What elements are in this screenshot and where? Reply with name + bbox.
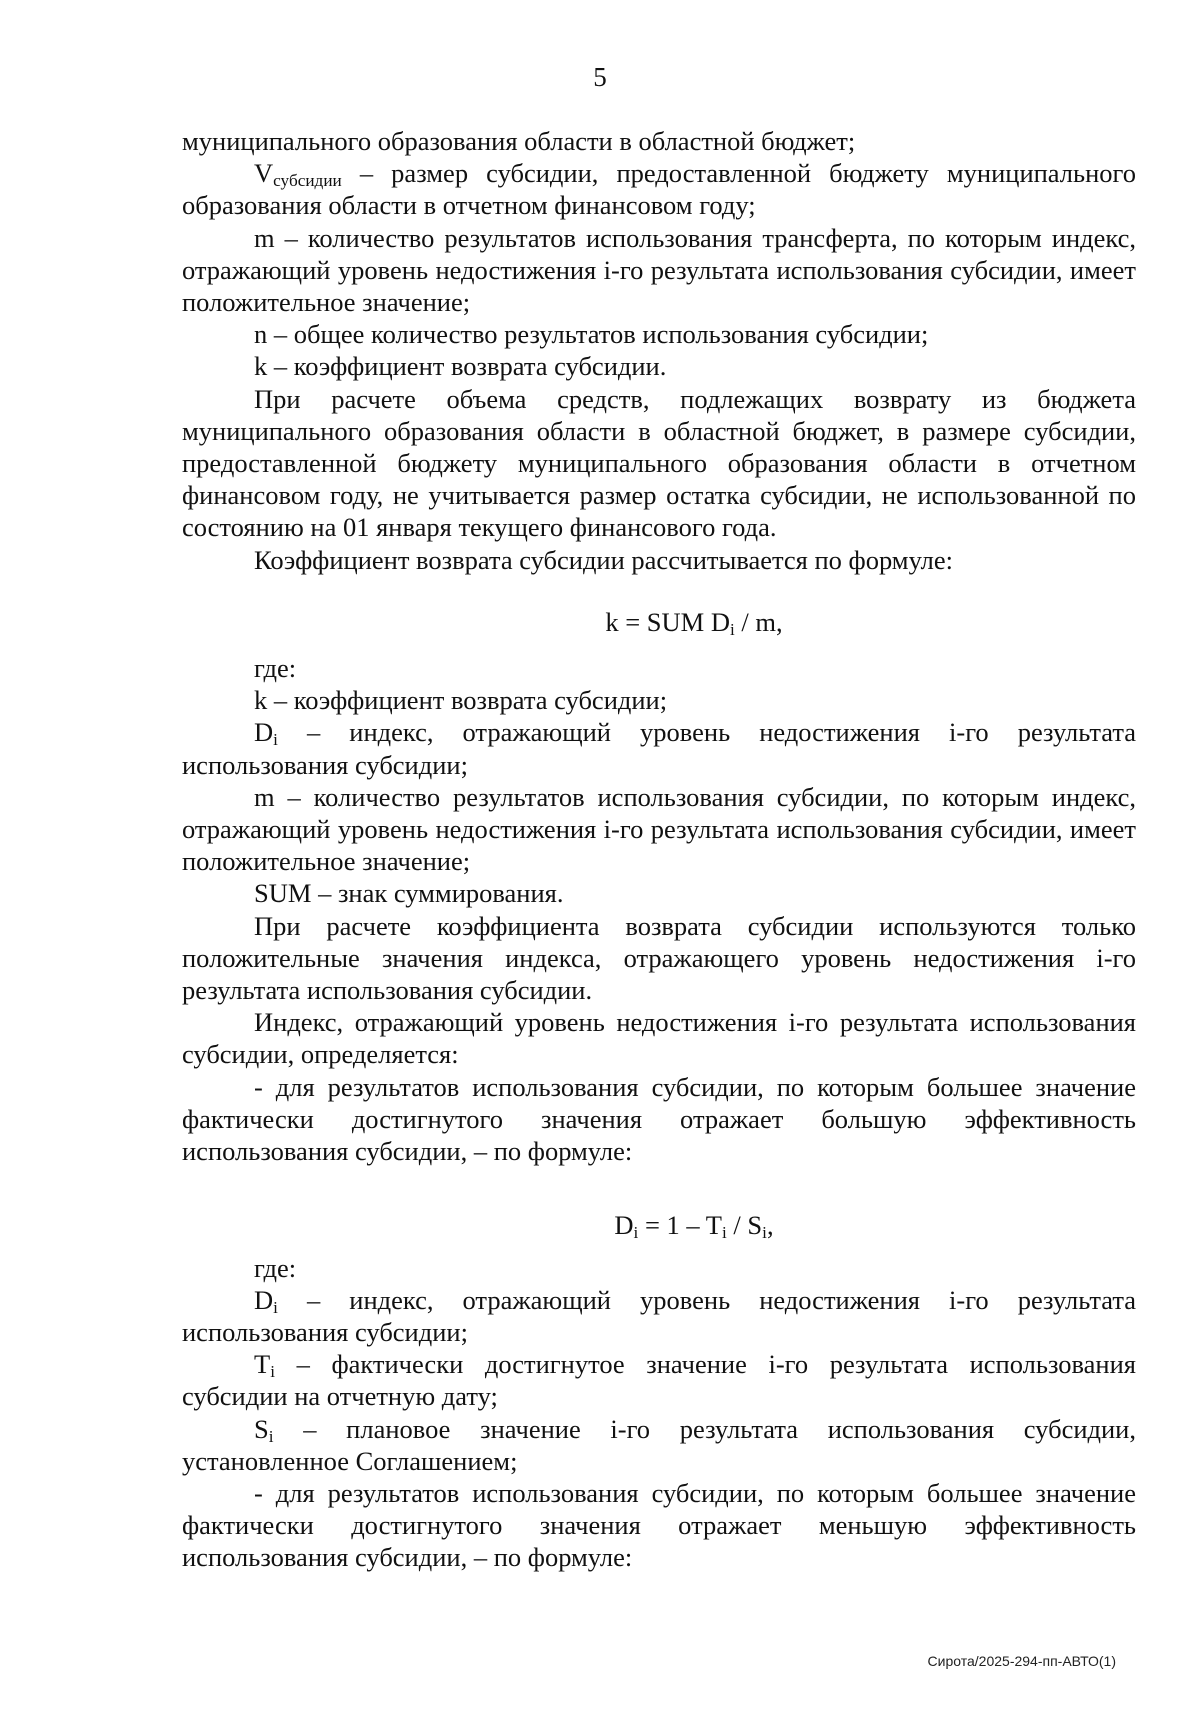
subscript: i xyxy=(268,1426,274,1446)
subscript: i xyxy=(273,1297,278,1317)
document-body xyxy=(182,125,1136,1574)
formula: $D_i = 1 - T_i / S_i$, xyxy=(614,1210,774,1243)
variable: D xyxy=(254,717,274,748)
paragraph: $T_i$ – фактически достигнутое значение i-го результата использования субсидии на отчетную дату; xyxy=(182,1349,1136,1412)
paragraph: SUM – знак суммирования. xyxy=(254,878,564,909)
formula: k = SUM $D_i$ / m, xyxy=(605,606,783,639)
variable: S xyxy=(254,1413,269,1444)
footer-doc-id: Сирота/2025-294-пп-АВТО(1) xyxy=(927,1653,1116,1669)
subscript: i xyxy=(273,730,278,750)
paragraph: Коэффициент возврата субсидии рассчитывается по формуле: xyxy=(254,544,954,575)
paragraph: $V_{субсидии}$ – размер субсидии, предоставленной бюджету муниципального образования области в отчетном финансовом году; xyxy=(182,158,1136,221)
paragraph: муниципального образования области в областной бюджет; xyxy=(182,126,856,156)
paragraph: - для результатов использования субсидии, по которым большее значение фактически достигнутого значения отражает меньшую эффективность использования субсидии, – по формуле: xyxy=(182,1477,1136,1573)
subscript: субсидии xyxy=(273,171,342,191)
paragraph: $S_i$ – плановое значение i-го результата использования субсидии, установленное Соглашением; xyxy=(182,1413,1136,1476)
paragraph: k – коэффициент возврата субсидии. xyxy=(254,351,667,382)
paragraph: m – количество результатов использования трансферта, по которым индекс, отражающий уровень недостижения i-го результата использования субсидии, имеет положительное значение; xyxy=(182,222,1136,318)
paragraph: $D_i$ – индекс, отражающий уровень недостижения i-го результата использования субсидии; xyxy=(182,1284,1136,1347)
paragraph: где: xyxy=(254,653,297,684)
variable: D xyxy=(254,1284,274,1315)
variable: T xyxy=(254,1349,271,1380)
paragraph: $D_i$ – индекс, отражающий уровень недостижения i-го результата использования субсидии; xyxy=(182,717,1136,780)
variable: V xyxy=(254,158,274,189)
paragraph: Индекс, отражающий уровень недостижения i-го результата использования субсидии, определяется: xyxy=(182,1007,1136,1070)
paragraph: n – общее количество результатов использования субсидии; xyxy=(254,319,929,350)
paragraph: - для результатов использования субсидии, по которым большее значение фактически достигнутого значения отражает большую эффективность использования субсидии, – по формуле: xyxy=(182,1071,1136,1167)
subscript: i xyxy=(270,1362,275,1382)
paragraph: k – коэффициент возврата субсидии; xyxy=(254,685,668,716)
page-number: 5 xyxy=(593,62,607,92)
paragraph: При расчете коэффициента возврата субсидии используются только положительные значения индекса, отражающего уровень недостижения i-го результата использования субсидии. xyxy=(182,910,1136,1006)
paragraph: где: xyxy=(254,1252,297,1283)
paragraph: При расчете объема средств, подлежащих возврату из бюджета муниципального образования области в областной бюджет, в размере субсидии, предоставленной бюджету муниципального образования области в отчетном финансовом году, не учитывается размер остатка субсидии, не использованной по состоянию на 01 января текущего финансового года. xyxy=(182,383,1136,543)
paragraph: m – количество результатов использования субсидии, по которым индекс, отражающий уровень недостижения i-го результата использования субсидии, имеет положительное значение; xyxy=(182,781,1136,877)
